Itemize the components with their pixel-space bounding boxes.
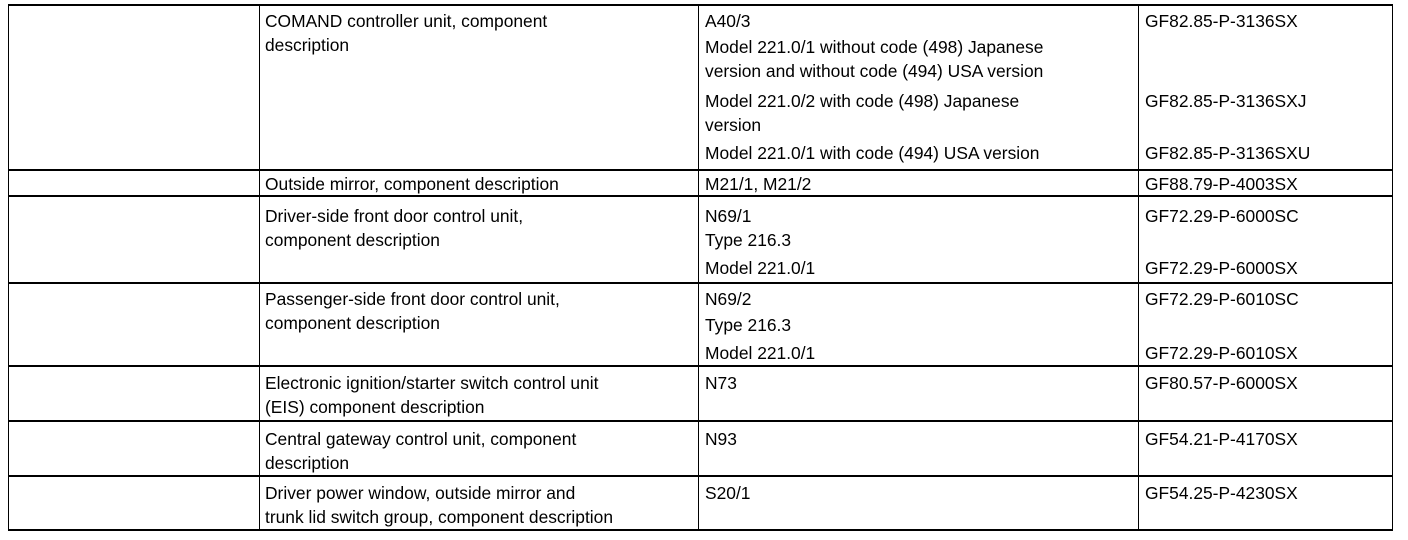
component-description: Outside mirror, component description (265, 174, 559, 194)
component-designation: Type 216.3 (705, 230, 792, 250)
table-rule (8, 169, 1393, 171)
component-designation: version and without code (494) USA version (705, 61, 1044, 81)
component-description: Driver power window, outside mirror and (265, 483, 576, 503)
document-number: GF88.79-P-4003SX (1145, 174, 1298, 194)
component-description: component description (265, 313, 440, 333)
table-rule (8, 365, 1393, 367)
component-designation: Model 221.0/1 (705, 343, 816, 363)
component-description: description (265, 453, 350, 473)
column-rule (698, 5, 699, 530)
component-designation: Model 221.0/1 without code (498) Japanese (705, 37, 1044, 57)
component-description: Passenger-side front door control unit, (265, 289, 560, 309)
component-description: component description (265, 230, 440, 250)
component-designation: Model 221.0/2 with code (498) Japanese (705, 91, 1020, 111)
component-designation: A40/3 (705, 11, 751, 31)
component-description: COMAND controller unit, component (265, 11, 548, 31)
component-description: Electronic ignition/starter switch control unit (265, 373, 599, 393)
document-number: GF82.85-P-3136SX (1145, 11, 1298, 31)
component-designation: N73 (705, 373, 737, 393)
column-rule (1138, 5, 1139, 530)
document-number: GF82.85-P-3136SXU (1145, 143, 1311, 163)
component-description: Central gateway control unit, component (265, 429, 577, 449)
column-rule (8, 5, 9, 530)
table-rule (8, 420, 1393, 422)
component-designation: N93 (705, 429, 737, 449)
document-number: GF72.29-P-6000SC (1145, 206, 1299, 226)
table-rule (8, 529, 1393, 531)
component-designation: N69/1 (705, 206, 752, 226)
document-number: GF72.29-P-6010SX (1145, 343, 1298, 363)
document-number: GF82.85-P-3136SXJ (1145, 91, 1307, 111)
document-number: GF80.57-P-6000SX (1145, 373, 1298, 393)
component-designation: N69/2 (705, 289, 752, 309)
component-designation: version (705, 115, 762, 135)
component-description: (EIS) component description (265, 397, 485, 417)
table-rule (8, 4, 1393, 6)
document-number: GF72.29-P-6000SX (1145, 258, 1298, 278)
component-designation: M21/1, M21/2 (705, 174, 812, 194)
component-designation: Type 216.3 (705, 315, 792, 335)
table-rule (8, 282, 1393, 284)
table-rule (8, 475, 1393, 477)
column-rule (259, 5, 260, 530)
document-number: GF72.29-P-6010SC (1145, 289, 1299, 309)
document-number: GF54.25-P-4230SX (1145, 483, 1298, 503)
document-number: GF54.21-P-4170SX (1145, 429, 1298, 449)
component-designation: Model 221.0/1 (705, 258, 816, 278)
component-description: trunk lid switch group, component description (265, 507, 613, 527)
component-designation: S20/1 (705, 483, 751, 503)
column-rule (1392, 5, 1393, 530)
component-designation: Model 221.0/1 with code (494) USA version (705, 143, 1040, 163)
component-description: description (265, 35, 350, 55)
component-description: Driver-side front door control unit, (265, 206, 524, 226)
